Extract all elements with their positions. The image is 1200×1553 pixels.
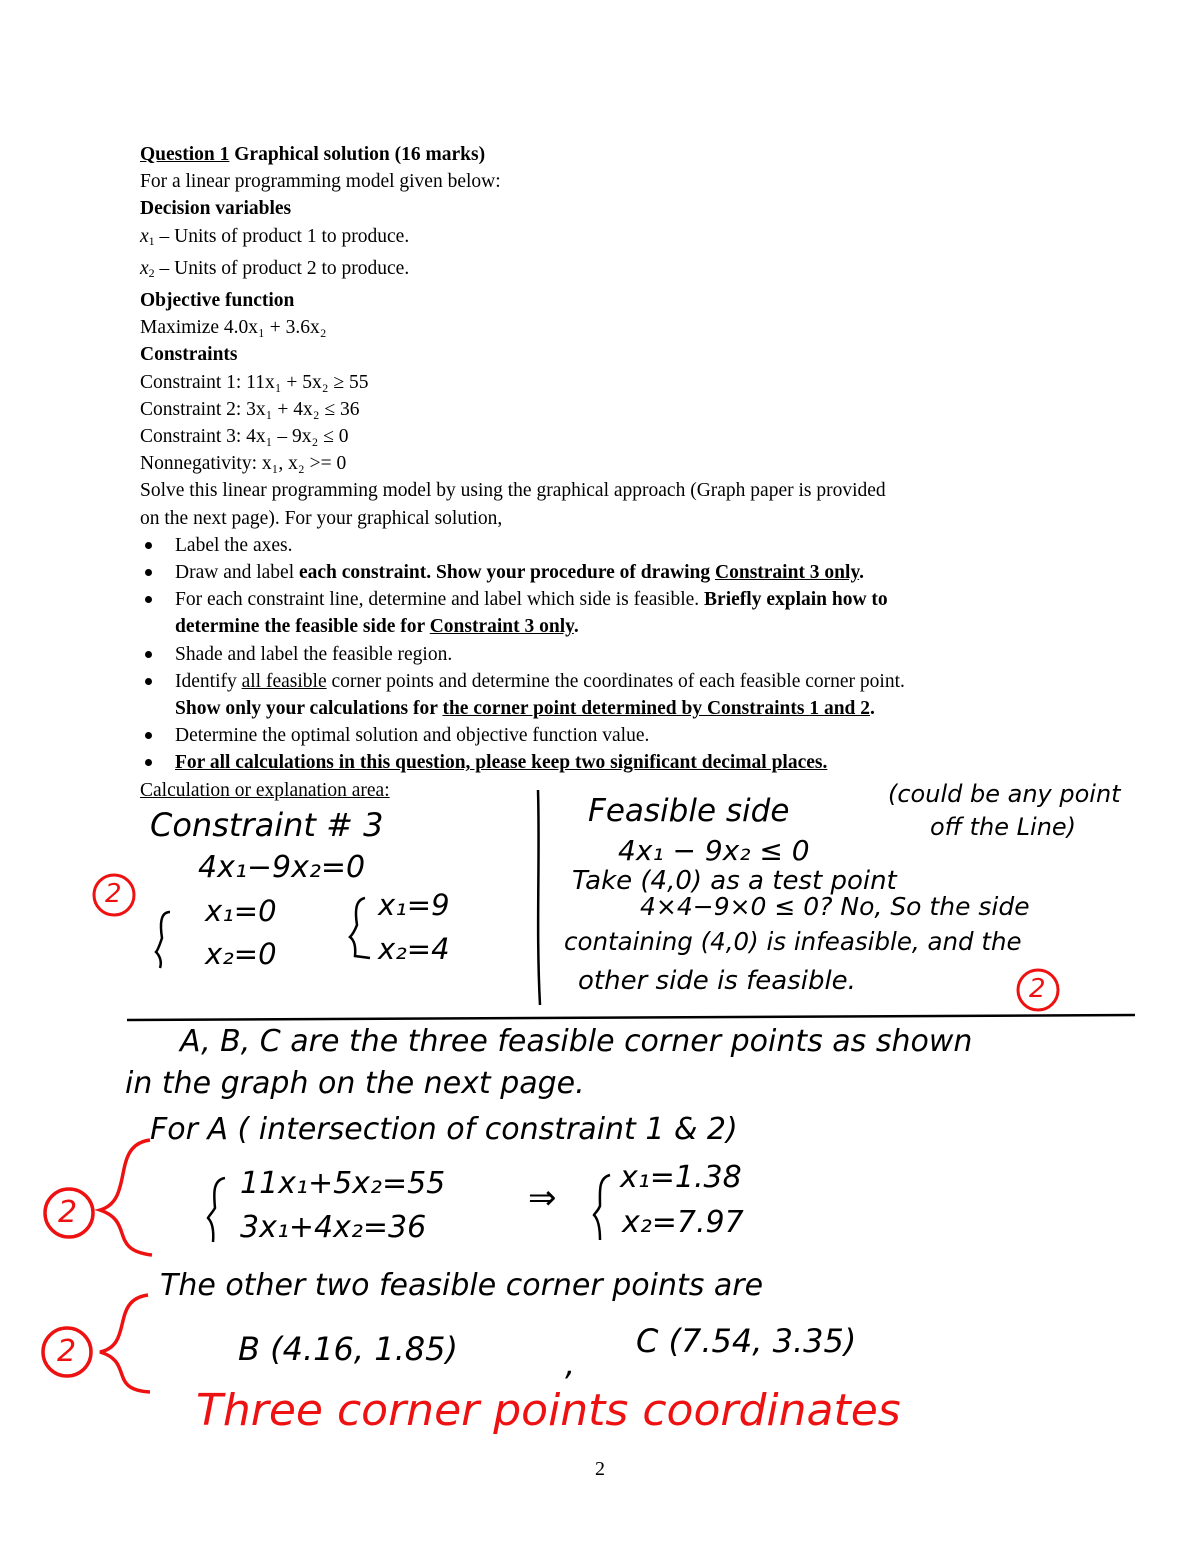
bullet-draw-constraints: Draw and label each constraint. Show your procedure of drawing Constraint 3 only.	[140, 559, 1080, 586]
nonnegativity: Nonnegativity: x₁, x₂ >= 0	[140, 453, 347, 475]
hw-test-point: Take (4,0) as a test point	[572, 866, 897, 896]
hw-other-two-points: The other two feasible corner points are	[160, 1268, 764, 1303]
hw-abc-line-2: in the graph on the next page.	[125, 1066, 585, 1101]
hw-feasible-note-2: off the Line)	[930, 813, 1077, 841]
question-title: Question 1 Graphical solution (16 marks)	[140, 144, 486, 165]
hw-point1-x2: x₂=0	[205, 937, 277, 971]
constraint-1: Constraint 1: 11x₁ + 5x₂ ≥ 55	[140, 371, 369, 393]
hw-infeasible-side: containing (4,0) is infeasible, and the	[564, 927, 1022, 956]
brace-point-2	[350, 898, 370, 958]
bullet-corner-points: Identify all feasible corner points and determine the coordinates of each feasible corner point. Show only your calculations for the corner point determined by Constraints 1 and 2.	[140, 668, 1080, 722]
hw-solution-x1: x₁=1.38	[620, 1160, 742, 1195]
hw-constraint3-title: Constraint # 3	[150, 806, 384, 844]
constraint-2: Constraint 2: 3x₁ + 4x₂ ≤ 36	[140, 398, 360, 420]
hw-red-caption: Three corner points coordinates	[196, 1385, 901, 1436]
bullet-label-axes: Label the axes.	[140, 532, 1080, 559]
hw-abc-line-1: A, B, C are the three feasible corner points as shown	[180, 1024, 973, 1059]
vertical-divider-line	[538, 790, 540, 1005]
hw-mark-right: 2	[1029, 974, 1046, 1004]
hw-feasible-conclusion: other side is feasible.	[578, 966, 856, 996]
hw-point-b: B (4.16, 1.85)	[238, 1330, 458, 1368]
instructions-line-2: on the next page). For your graphical solution,	[140, 507, 503, 529]
objective-function: Maximize 4.0x₁ + 3.6x₂	[140, 317, 327, 339]
hw-solution-x2: x₂=7.97	[622, 1205, 744, 1240]
hw-point1-x1: x₁=0	[205, 894, 277, 928]
hw-for-a: For A ( intersection of constraint 1 & 2)	[150, 1112, 738, 1147]
hw-test-calculation: 4×4−9×0 ≤ 0? No, So the side	[640, 892, 1030, 921]
instructions-line-1: Solve this linear programming model by using the graphical approach (Graph paper is provided	[140, 480, 886, 502]
hw-system-eq1: 11x₁+5x₂=55	[240, 1166, 446, 1201]
constraint-3: Constraint 3: 4x₁ – 9x₂ ≤ 0	[140, 426, 349, 448]
variable-x2: $x_2$ – Units of product 2 to produce.	[140, 257, 410, 280]
bullet-optimal-solution: Determine the optimal solution and objective function value.	[140, 722, 1080, 749]
hw-point-c: C (7.54, 3.35)	[636, 1322, 857, 1360]
constraints-heading: Constraints	[140, 344, 238, 366]
decision-variables-heading: Decision variables	[140, 198, 292, 220]
objective-heading: Objective function	[140, 290, 295, 312]
variable-x1: $x_1$ – Units of product 1 to produce.	[140, 225, 410, 248]
page-number: 2	[595, 1458, 605, 1480]
hw-point2-x2: x₂=4	[378, 932, 450, 966]
brace-solution	[594, 1175, 610, 1240]
horizontal-divider-line	[127, 1015, 1135, 1020]
brace-system	[208, 1178, 225, 1242]
hw-mark-bc: 2	[57, 1334, 77, 1369]
hw-constraint3-equation: 4x₁−9x₂=0	[198, 850, 366, 885]
hw-mark-a: 2	[58, 1195, 78, 1230]
bullet-decimal-places: For all calculations in this question, please keep two significant decimal places.	[140, 749, 1080, 776]
hw-feasible-note-1: (could be any point	[888, 780, 1121, 808]
hw-feasible-side-title: Feasible side	[588, 793, 790, 829]
question-intro: For a linear programming model given below:	[140, 171, 501, 193]
hw-system-eq2: 3x₁+4x₂=36	[240, 1210, 427, 1245]
calculation-area-label: Calculation or explanation area:	[140, 779, 390, 801]
red-brace-a	[100, 1140, 152, 1255]
bullet-feasible-side: For each constraint line, determine and label which side is feasible. Briefly explain how to determine the feasible side for Constraint 3 only.	[140, 586, 1080, 640]
brace-point-1	[156, 912, 170, 968]
hw-point2-x1: x₁=9	[378, 888, 450, 922]
hw-mark-left: 2	[105, 879, 122, 909]
bullet-shade-region: Shade and label the feasible region.	[140, 641, 1080, 668]
hw-comma: ,	[565, 1345, 576, 1383]
hw-feasible-inequality: 4x₁ − 9x₂ ≤ 0	[618, 834, 810, 867]
hw-implies-arrow: ⇒	[528, 1178, 557, 1218]
red-brace-bc	[100, 1295, 150, 1392]
